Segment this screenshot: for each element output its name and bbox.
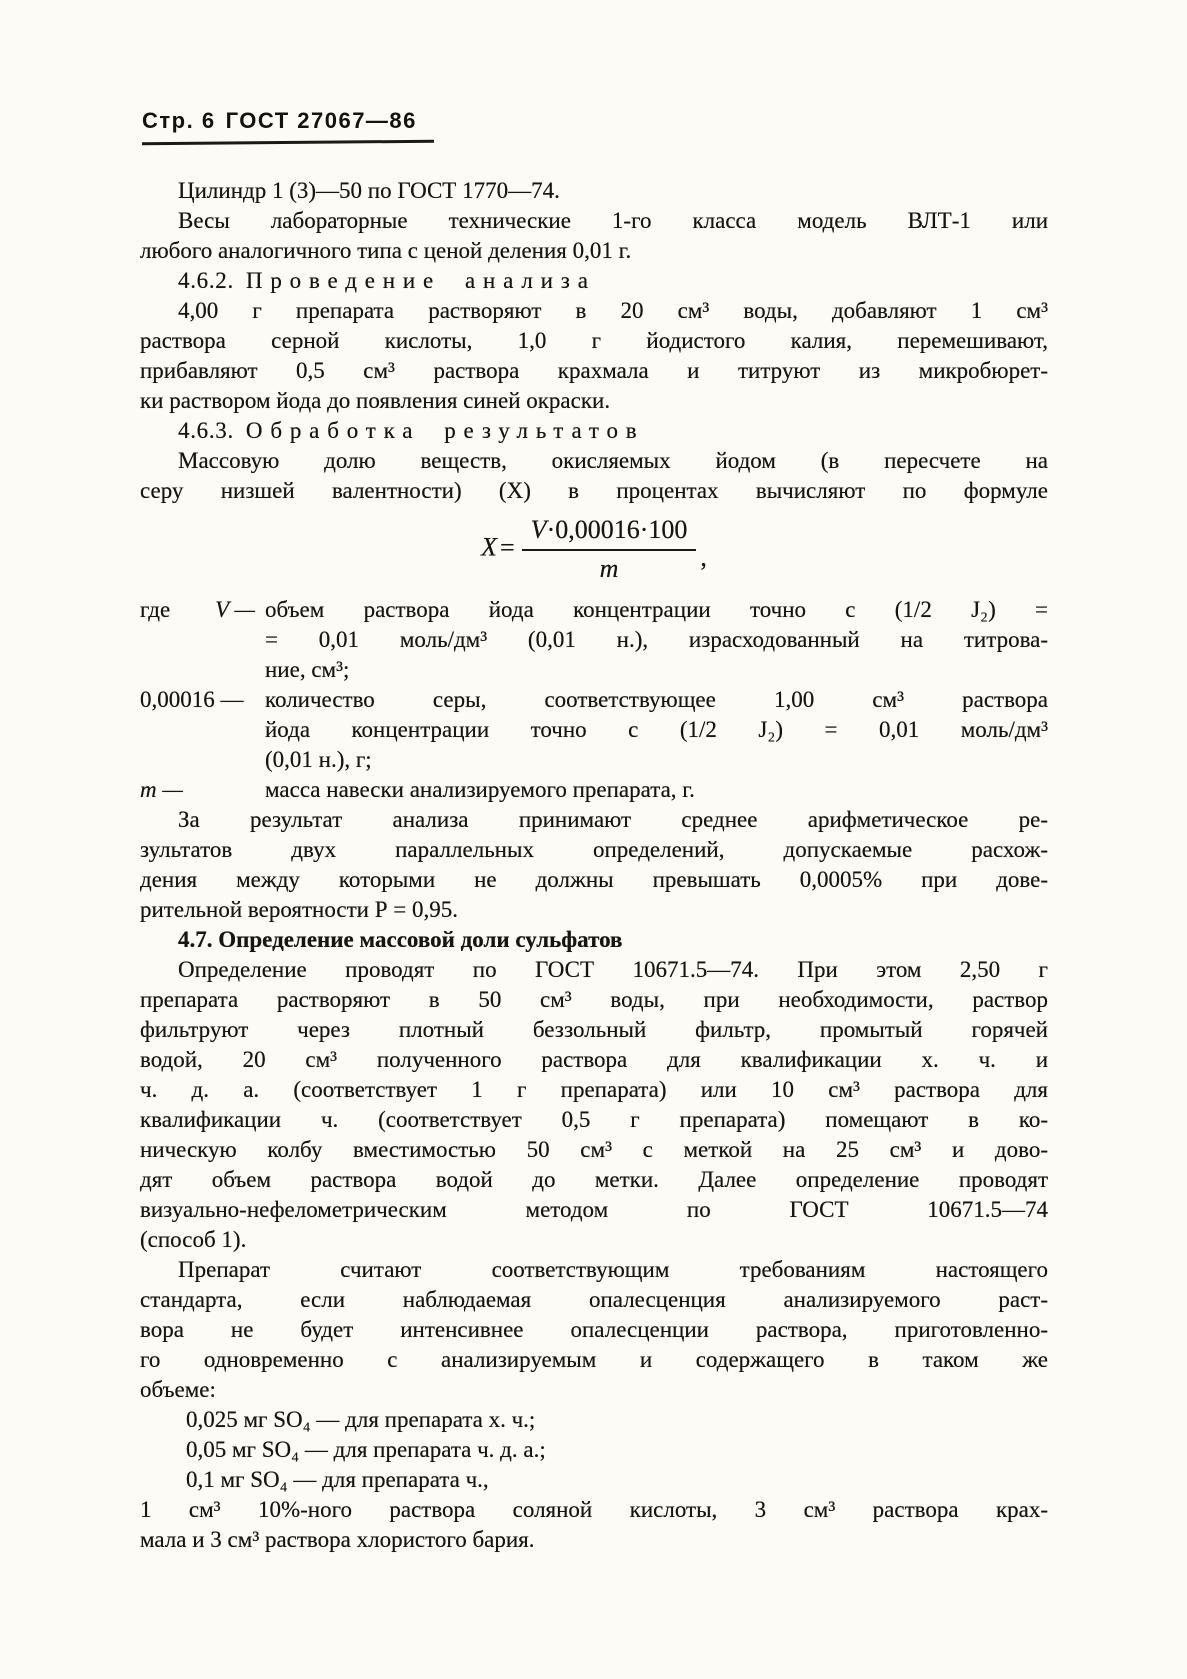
page-header (142, 108, 434, 144)
formula (140, 516, 1048, 583)
numerator-variable: V (530, 515, 547, 544)
text-line: ки раствором йода до появления синей окраски. (140, 388, 611, 413)
text-line: Определение проводят по ГОСТ 10671.5—74. При этом 2,50 г (178, 957, 1048, 983)
text-line: фильтруют через плотный беззольный фильтр, промытый горячей (140, 1017, 1048, 1043)
so4-list-item: 0,1 мг SO₄ — для препарата ч., (186, 1467, 489, 1493)
text-line: вора не будет интенсивнее опалесценции раствора, приготовленно- (140, 1317, 1048, 1343)
heading-title: Проведение анализа (245, 268, 596, 293)
text-line: ническую колбу вместимостью 50 см³ с меткой на 25 см³ и дово- (140, 1137, 1048, 1163)
definition-row (140, 595, 1048, 685)
so4-list-item: 0,05 мг SO₄ — для препарата ч. д. а.; (186, 1437, 546, 1463)
text-line: рительной вероятности Р = 0,95. (140, 897, 458, 923)
heading-4-7: 4.7. Определение массовой доли сульфатов (178, 927, 623, 953)
fraction-denominator: m (599, 553, 619, 583)
definition-term-00016: 0,00016 — (140, 687, 244, 713)
numerator-constants: ·0,00016·100 (546, 515, 688, 544)
text-line: Весы лабораторные технические 1-го класса модель ВЛТ-1 или (178, 208, 1048, 233)
definition-term-symbol: V — (215, 597, 255, 623)
text-line: визуально-нефелометрическим методом по ГОСТ 10671.5—74 (140, 1197, 1048, 1223)
header-rule (142, 140, 434, 146)
document-body (140, 176, 1048, 1555)
text-line: Препарат считают соответствующим требованиям настоящего (178, 1257, 1048, 1283)
heading-4-6-3 (140, 416, 1048, 446)
text-line: = 0,01 моль/дм³ (0,01 н.), израсходованный на титрова- (265, 627, 1048, 653)
text-line: 1 см³ 10%-ного раствора соляной кислоты, 3 см³ раствора крах- (140, 1497, 1048, 1523)
definition-term-word: где (140, 597, 171, 623)
heading-number: 4.6.3. (178, 418, 234, 443)
equals-sign: = (500, 532, 515, 562)
formula-definitions (140, 595, 1048, 805)
text-line: (способ 1). (140, 1227, 247, 1253)
text-line: За результат анализа принимают среднее арифметическое ре- (178, 807, 1048, 833)
text-line: любого аналогичного типа с ценой деления 0,01 г. (140, 238, 632, 263)
text-line: (0,01 н.), г; (265, 747, 372, 773)
text-line: Массовую долю веществ, окисляемых йодом (в пересчете на (178, 448, 1048, 473)
text-line: йода концентрации точно с (1/2 J₂) = 0,01 моль/дм³ (265, 717, 1048, 743)
text-line: квалификации ч. (соответствует 0,5 г препарата) помещают в ко- (140, 1107, 1048, 1133)
heading-4-6-2 (140, 266, 1048, 296)
text-line: объем раствора йода концентрации точно с (1/2 J₂) = (265, 597, 1048, 623)
definition-term-v (140, 595, 265, 685)
formula-comma: , (700, 542, 707, 572)
text-line: ч. д. а. (соответствует 1 г препарата) или 10 см³ раствора для (140, 1077, 1048, 1103)
definition-description (265, 685, 1048, 775)
doc-number: ГОСТ 27067—86 (225, 108, 417, 133)
text-line: серу низшей валентности) (X) в процентах вычисляют по формуле (140, 478, 1048, 503)
definition-description (265, 595, 1048, 685)
definition-row (140, 685, 1048, 775)
text-line: препарата растворяют в 50 см³ воды, при необходимости, раствор (140, 987, 1048, 1013)
text-line: водой, 20 см³ полученного раствора для квалификации х. ч. и (140, 1047, 1048, 1073)
text-line: дят объем раствора водой до метки. Далее определение проводят (140, 1167, 1048, 1193)
text-line: прибавляют 0,5 см³ раствора крахмала и титруют из микробюрет- (140, 358, 1048, 383)
fraction (522, 516, 697, 583)
formula-lhs: X (481, 532, 497, 562)
fraction-numerator (522, 516, 697, 551)
definition-description (265, 775, 1048, 805)
definition-term-m: m — (140, 777, 183, 803)
text-line: стандарта, если наблюдаемая опалесценция анализируемого раст- (140, 1287, 1048, 1313)
heading-title: Обработка результатов (245, 418, 645, 443)
line-cylinder: Цилиндр 1 (3)—50 по ГОСТ 1770—74. (178, 178, 560, 203)
definition-row (140, 775, 1048, 805)
text-line: го одновременно с анализируемым и содержащего в таком же (140, 1347, 1048, 1373)
text-line: зультатов двух параллельных определений, допускаемые расхож- (140, 837, 1048, 863)
page-header-text (142, 108, 434, 134)
page-number-label: Стр. 6 (142, 108, 216, 133)
text-line: мала и 3 см³ раствора хлористого бария. (140, 1527, 535, 1553)
text-line: ние, см³; (265, 657, 350, 683)
text-line: масса навески анализируемого препарата, г. (265, 777, 695, 803)
text-line: 4,00 г препарата растворяют в 20 см³ воды, добавляют 1 см³ (178, 298, 1048, 323)
text-line: количество серы, соответствующее 1,00 см³ раствора (265, 687, 1048, 713)
text-line: раствора серной кислоты, 1,0 г йодистого калия, перемешивают, (140, 328, 1048, 353)
text-line: объеме: (140, 1377, 216, 1403)
so4-list-item: 0,025 мг SO₄ — для препарата х. ч.; (186, 1407, 536, 1433)
text-line: дения между которыми не должны превышать 0,0005% при дове- (140, 867, 1048, 893)
heading-number: 4.6.2. (178, 268, 234, 293)
